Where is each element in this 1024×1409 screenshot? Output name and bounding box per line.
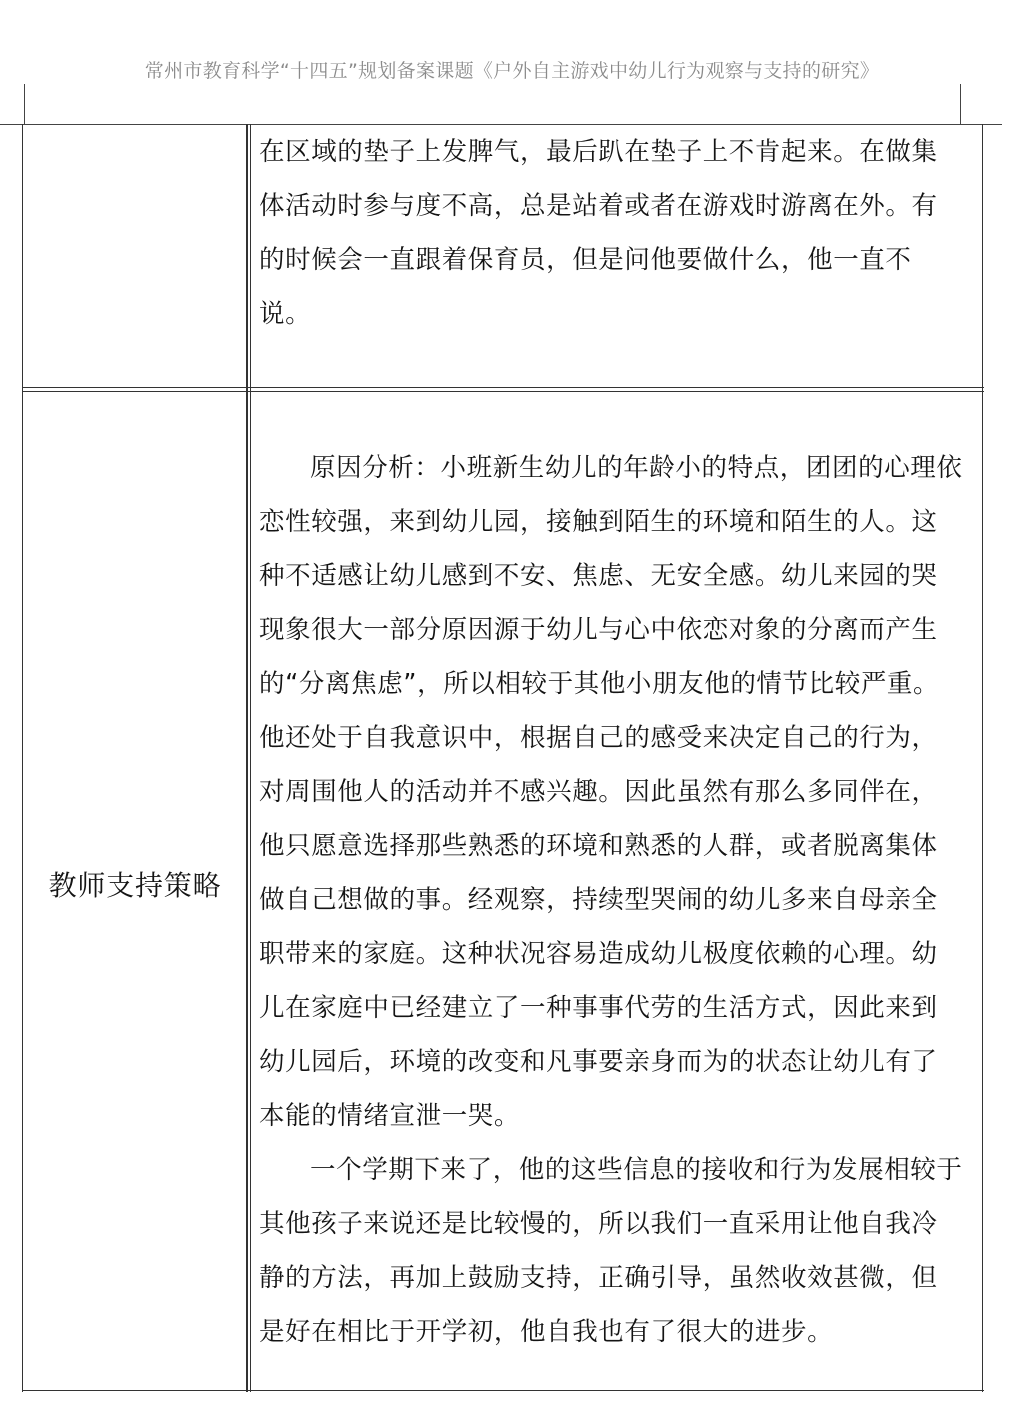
table-border-bottom xyxy=(22,1390,984,1391)
top-cell-text xyxy=(259,125,971,341)
text-line: 做自己想做的事。经观察，持续型哭闹的幼儿多来自母亲全 xyxy=(259,885,938,915)
row-label-teacher-support-strategy: 教师支持策略 xyxy=(48,869,222,902)
table-border-right xyxy=(982,124,983,1392)
text-line: 是好在相比于开学初，他自我也有了很大的进步。 xyxy=(259,1317,834,1347)
text-line: 儿在家庭中已经建立了一种事事代劳的生活方式，因此来到 xyxy=(259,993,938,1023)
observation-table xyxy=(22,124,984,1392)
row-divider xyxy=(22,387,984,388)
text-line: 种不适感让幼儿感到不安、焦虑、无安全感。幼儿来园的哭 xyxy=(259,561,938,591)
header-right-tick xyxy=(960,84,961,124)
text-line: 恋性较强，来到幼儿园，接触到陌生的环境和陌生的人。这 xyxy=(259,507,938,537)
document-header: 常州市教育科学“十四五”规划备案课题《户外自主游戏中幼儿行为观察与支持的研究》 xyxy=(144,60,880,82)
text-line: 本能的情绪宣泄一哭。 xyxy=(259,1101,521,1131)
text-line: 现象很大一部分原因源于幼儿与心中依恋对象的分离而产生 xyxy=(259,615,938,645)
text-line: 原因分析：小班新生幼儿的年龄小的特点，团团的心理依 xyxy=(310,453,963,483)
text-line: 对周围他人的活动并不感兴趣。因此虽然有那么多同伴在， xyxy=(259,777,938,807)
header-left-tick xyxy=(24,84,25,124)
text-line: 其他孩子来说还是比较慢的，所以我们一直采用让他自我冷 xyxy=(259,1209,938,1239)
text-line: 的时候会一直跟着保育员，但是问他要做什么，他一直不 xyxy=(259,245,912,275)
column-divider xyxy=(246,124,248,1392)
text-line: 在区域的垫子上发脾气，最后趴在垫子上不肯起来。在做集 xyxy=(259,137,938,167)
text-line: 职带来的家庭。这种状况容易造成幼儿极度依赖的心理。幼 xyxy=(259,939,938,969)
text-line: 静的方法，再加上鼓励支持，正确引导，虽然收效甚微，但 xyxy=(259,1263,938,1293)
text-line: 体活动时参与度不高，总是站着或者在游戏时游离在外。有 xyxy=(259,191,938,221)
text-line: 他还处于自我意识中，根据自己的感受来决定自己的行为， xyxy=(259,723,938,753)
column-divider-inner xyxy=(250,124,251,1392)
text-line: 幼儿园后，环境的改变和凡事要亲身而为的状态让幼儿有了 xyxy=(259,1047,938,1077)
text-line: 他只愿意选择那些熟悉的环境和熟悉的人群，或者脱离集体 xyxy=(259,831,938,861)
row-divider-inner xyxy=(22,391,984,392)
strategy-cell-text xyxy=(259,441,971,1359)
text-line: 一个学期下来了，他的这些信息的接收和行为发展相较于 xyxy=(310,1155,963,1185)
text-line: 的“分离焦虑”，所以相较于其他小朋友他的情节比较严重。 xyxy=(259,669,940,699)
table-border-left xyxy=(22,124,23,1392)
text-line: 说。 xyxy=(259,299,312,329)
